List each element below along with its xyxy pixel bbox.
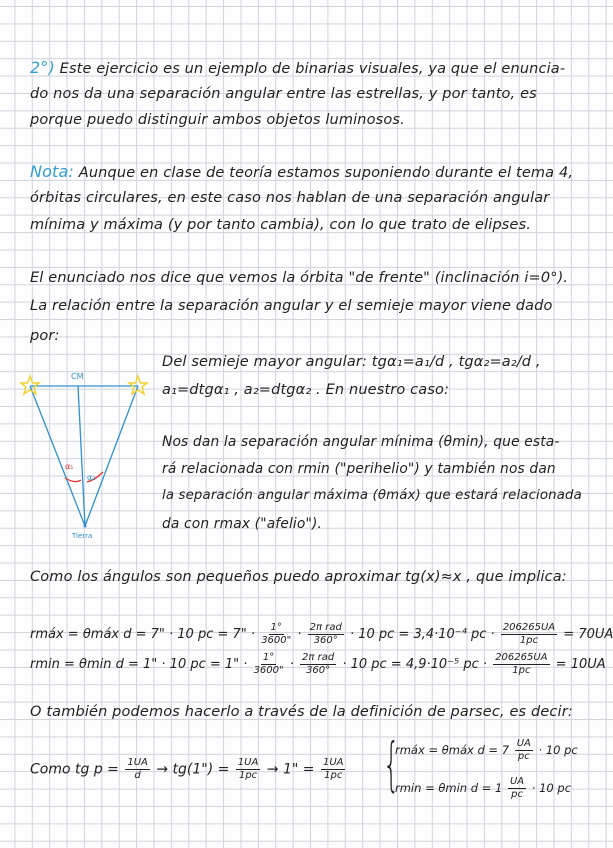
rmin-fraction-1: $\frac{1^\circ}{3600"}$ — [253, 652, 284, 676]
earth-point — [84, 525, 87, 528]
orbit-line-1: El enunciado nos dice que vemos la órbita "de frente" (inclinación i=0°). — [30, 270, 569, 286]
rmin-result: = 10UA — [555, 657, 606, 672]
orbit-line-2: La relación entre la separación angular y el semieje mayor viene dado — [30, 298, 553, 314]
diagram-right-line — [85, 386, 138, 526]
nosdan-line-1: Nos dan la separación angular mínima (θmin), que esta- — [162, 434, 560, 450]
parallax-mid-1: → tg(1") = — [156, 761, 230, 778]
parallax-equation — [30, 757, 347, 782]
rmax-fraction-1: $\frac{1^\circ}{3600"}$ — [261, 622, 292, 646]
alpha1-label: α₁ — [65, 462, 74, 471]
rmin-fraction-3: $\frac{206265UA}{1pc}$ — [495, 652, 548, 676]
diagram-left-line — [30, 386, 85, 526]
note-text-1: Aunque en clase de teoría estamos suponiendo durante el tema 4, — [78, 165, 574, 181]
system-brace: { — [383, 730, 400, 798]
parallax-mid-2: → 1" = — [266, 761, 315, 778]
final-rmax: rmáx = θmáx d = 7 $\frac{UA}{pc}$ · 10 pc — [395, 738, 578, 762]
diagram-center-line — [78, 386, 85, 526]
nosdan-line-3: la separación angular máxima (θmáx) que estará relacionada — [162, 488, 582, 503]
parallax-lhs: Como tg p = — [30, 761, 119, 778]
exercise-intro-line-1 — [30, 58, 565, 77]
note-line-3: mínima y máxima (y por tanto cambia), con lo que trato de elipses. — [30, 217, 532, 233]
parallax-fraction-2: $\frac{1UA}{1pc}$ — [237, 757, 259, 781]
rmax-fraction-2: $\frac{\text{2π rad}}{360^\circ}$ — [309, 622, 342, 646]
rmax-mid: · 10 pc = 3,4·10⁻⁴ pc · — [349, 627, 495, 642]
orbit-diagram — [25, 368, 160, 543]
rmin-lhs: rmin = θmin d = 1" · 10 pc = 1" · — [30, 657, 248, 672]
right-star-icon — [129, 376, 147, 394]
earth-label: Tierra — [72, 532, 93, 540]
rmin-mid: · 10 pc = 4,9·10⁻⁵ pc · — [342, 657, 488, 672]
semieje-line-2: a₁=dtgα₁ , a₂=dtgα₂ . En nuestro caso: — [162, 382, 450, 398]
note-label: Nota: — [30, 162, 74, 181]
parallax-fraction-1: $\frac{1UA}{d}$ — [127, 757, 148, 781]
parsec-line: O también podemos hacerlo a través de la definición de parsec, es decir: — [30, 704, 573, 720]
semieje-line-1: Del semieje mayor angular: tgα₁=a₁/d , tgα₂=a₂/d , — [162, 354, 541, 370]
exercise-number: 2°) — [30, 58, 55, 77]
orbit-line-3: por: — [30, 328, 60, 344]
rmax-equation: rmáx = θmáx d = 7" · 10 pc = 7" · $\frac{1^\circ}{3600"}$ · $\frac{\text{2π rad}}{360^\circ}$ · 10 pc = 3,4·10⁻⁴ pc · $\frac{206265UA}{1pc}$ = 70UA — [30, 622, 613, 646]
approximation-line: Como los ángulos son pequeños puedo aproximar tg(x)≈x , que implica: — [30, 569, 567, 585]
exercise-intro-line-3: porque puedo distinguir ambos objetos luminosos. — [30, 112, 405, 128]
rmax-fraction-3: $\frac{206265UA}{1pc}$ — [502, 622, 556, 646]
rmax-result: = 70UA — [563, 627, 613, 642]
note-line-2: órbitas circulares, en este caso nos hablan de una separación angular — [30, 190, 550, 206]
left-star-icon — [21, 376, 39, 394]
nosdan-line-4: da con rmax ("afelio"). — [162, 516, 323, 532]
rmin-fraction-2: $\frac{\text{2π rad}}{360^\circ}$ — [302, 652, 335, 676]
parallax-fraction-3: $\frac{1UA}{1pc}$ — [322, 757, 344, 781]
alpha2-label: α₂ — [87, 473, 96, 482]
note-line-1 — [30, 162, 573, 181]
rmin-equation: rmin = θmin d = 1" · 10 pc = 1" · $\frac{1^\circ}{3600"}$ · $\frac{\text{2π rad}}{360^\circ}$ · 10 pc = 4,9·10⁻⁵ pc · $\frac{206265UA}{1pc}$ = 10UA — [30, 652, 606, 676]
exercise-intro-line-2: do nos da una separación angular entre las estrellas, y por tanto, es — [30, 86, 537, 102]
final-rmin: rmin = θmin d = 1 $\frac{UA}{pc}$ · 10 pc — [395, 776, 572, 800]
nosdan-line-2: rá relacionada con rmin ("perihelio") y también nos dan — [162, 461, 556, 477]
rmax-lhs: rmáx = θmáx d = 7" · 10 pc = 7" · — [30, 627, 256, 642]
cm-label: CM — [71, 372, 84, 381]
exercise-intro-text-1: Este ejercicio es un ejemplo de binarias visuales, ya que el enuncia- — [59, 61, 566, 77]
